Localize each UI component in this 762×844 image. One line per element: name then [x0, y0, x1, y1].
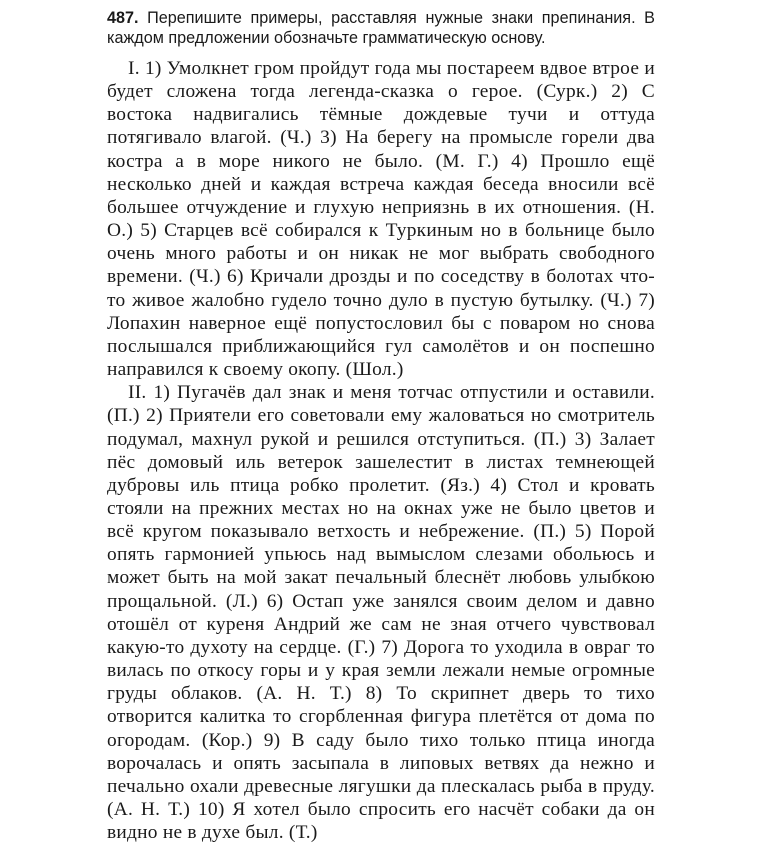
task-header: [107, 8, 655, 48]
task-instruction: Перепишите примеры, расставляя нужные знаки препинания. В каждом предложении обозначьте грамматическую основу.: [107, 9, 655, 47]
part-one: I. 1) Умолкнет гром пройдут года мы постареем вдвое втрое и будет сложена тогда легенда-сказка о герое. (Сурк.) 2) С востока надвигались тёмные дождевые тучи и оттуда потягивало влагой. (Ч.) 3) На берегу на промысле горели два костра а в море никого не было. (М. Г.) 4) Прошло ещё несколько дней и каждая встреча каждая беседа вносили всё большее отчуждение и глухую неприязнь в их отношения. (Н. О.) 5) Старцев всё собирался к Туркиным но в больнице было очень много работы и он никак не мог выбрать свободного времени. (Ч.) 6) Кричали дрозды и по соседству в болотах что-то живое жалобно гудело точно дуло в пустую бутылку. (Ч.) 7) Лопахин наверное ещё попустословил бы с поваром но снова послышался приближающийся гул самолётов и он поспешно направился к своему окопу. (Шол.): [107, 58, 655, 381]
part-two: II. 1) Пугачёв дал знак и меня тотчас отпустили и оставили. (П.) 2) Приятели его советовали ему жаловаться но смотритель подумал, махнул рукой и решился отступиться. (П.) 3) Залает пёс домовый иль ветерок зашелестит в листах темнеющей дубровы иль птица робко пролетит. (Яз.) 4) Стол и кровать стояли на прежних местах но на окнах уже не было цветов и всё кругом показывало ветхость и небрежение. (П.) 5) Порой опять гармонией упьюсь над вымыслом слезами обольюсь и может быть на мой закат печальный блеснёт любовь улыбкою прощальной. (Л.) 6) Остап уже занялся своим делом и давно отошёл от куреня Андрий же сам не зная отчего чувствовал какую-то духоту на сердце. (Г.) 7) Дорога то уходила в овраг то вилась по откосу горы и у края земли лежали немые огромные груды облаков. (А. Н. Т.) 8) То скрипнет дверь то тихо отворится калитка то сгорбленная фигура плетётся от дома по огородам. (Кор.) 9) В саду было тихо только птица иногда ворочалась и опять засыпала в липовых ветвях да нежно и печально охали древесные лягушки да плескалась рыба в пруду. (А. Н. Т.) 10) Я хотел было спросить его насчёт собаки да он видно не в духе был. (Т.): [107, 382, 655, 844]
textbook-page: [107, 8, 655, 844]
task-number: 487.: [107, 9, 139, 27]
